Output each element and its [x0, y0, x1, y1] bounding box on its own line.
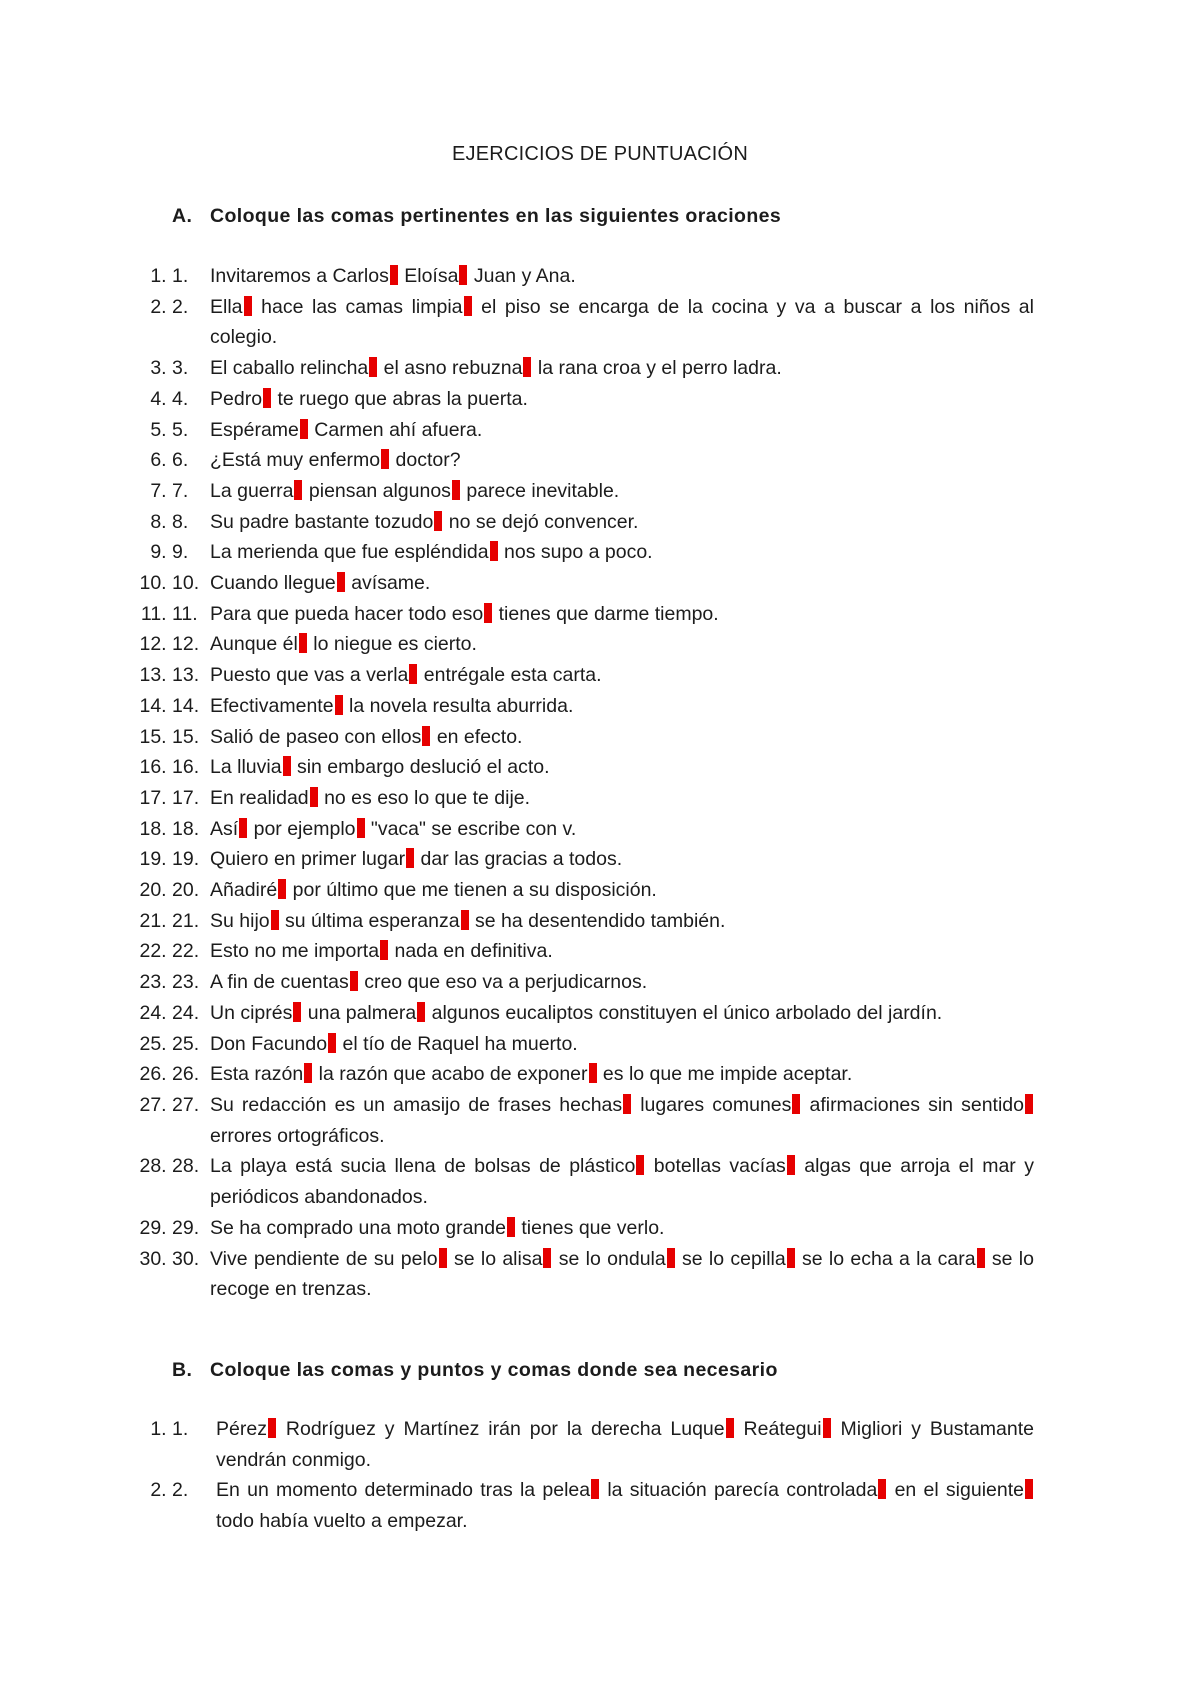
comma-marker [422, 726, 430, 746]
comma-marker [310, 787, 318, 807]
comma-marker [434, 511, 442, 531]
comma-marker [1025, 1479, 1033, 1499]
section-b-letter: B. [172, 1359, 193, 1381]
section-a-list [172, 261, 1034, 1305]
comma-marker [726, 1418, 734, 1438]
comma-marker [977, 1248, 985, 1268]
exercise-number: 27. 27. [172, 1093, 200, 1116]
exercise-number: 16. 16. [172, 756, 200, 779]
comma-marker [304, 1063, 312, 1083]
exercise-text: ¿Está muy enfermo doctor? [210, 449, 461, 472]
exercise-item [172, 1029, 1034, 1060]
exercise-item [172, 1059, 1034, 1090]
exercise-item [172, 629, 1034, 660]
exercise-item [172, 1151, 1034, 1212]
comma-marker [591, 1479, 599, 1499]
comma-marker [369, 357, 377, 377]
exercise-text: La playa está sucia llena de bolsas de plástico botellas vacías algas que arroja el mar y periódicos abandonados. [210, 1155, 1034, 1209]
exercise-item [172, 1244, 1034, 1305]
comma-marker [409, 664, 417, 684]
exercise-number: 4. 4. [172, 387, 189, 410]
exercise-text: Efectivamente la novela resulta aburrida. [210, 694, 574, 717]
comma-marker [523, 357, 531, 377]
exercise-number: 10. 10. [172, 572, 200, 595]
comma-marker [439, 1248, 447, 1268]
exercise-number: 7. 7. [172, 479, 189, 502]
exercise-item [172, 660, 1034, 691]
comma-marker [507, 1217, 515, 1237]
exercise-item [172, 1213, 1034, 1244]
exercise-text: Se ha comprado una moto grande tienes que verlo. [210, 1216, 665, 1239]
comma-marker [239, 818, 247, 838]
exercise-item [172, 599, 1034, 630]
section-b-list [172, 1414, 1034, 1537]
exercise-text: Añadiré por último que me tienen a su disposición. [210, 879, 657, 902]
exercise-text: La guerra piensan algunos parece inevitable. [210, 479, 620, 502]
exercise-item [172, 384, 1034, 415]
comma-marker [244, 296, 252, 316]
exercise-item [172, 691, 1034, 722]
exercise-number: 3. 3. [172, 357, 189, 380]
exercise-text: Puesto que vas a verla entrégale esta carta. [210, 664, 602, 687]
exercise-text: Un ciprés una palmera algunos eucaliptos constituyen el único arbolado del jardín. [210, 1001, 943, 1024]
exercise-text: La merienda que fue espléndida nos supo a poco. [210, 541, 653, 564]
exercise-text: Su hijo su última esperanza se ha desentendido también. [210, 909, 726, 932]
comma-marker [461, 910, 469, 930]
exercise-text: Ella hace las camas limpia el piso se encarga de la cocina y va a buscar a los niños al colegio. [210, 295, 1034, 349]
comma-marker [636, 1155, 644, 1175]
exercise-number: 30. 30. [172, 1247, 200, 1270]
exercise-item [172, 1414, 1034, 1475]
comma-marker [667, 1248, 675, 1268]
comma-marker [484, 603, 492, 623]
comma-marker [271, 910, 279, 930]
exercise-number: 21. 21. [172, 909, 200, 932]
exercise-number: 28. 28. [172, 1155, 200, 1178]
exercise-text: Quiero en primer lugar dar las gracias a todos. [210, 848, 623, 871]
comma-marker [459, 265, 467, 285]
exercise-text: Su redacción es un amasijo de frases hechas lugares comunes afirmaciones sin sentido errores ortográficos. [210, 1094, 1034, 1147]
exercise-number: 25. 25. [172, 1032, 200, 1055]
exercise-item [172, 507, 1034, 538]
exercise-item [172, 722, 1034, 753]
comma-marker [294, 480, 302, 500]
exercise-number: 11. 11. [172, 602, 198, 625]
comma-marker [490, 541, 498, 561]
comma-marker [299, 633, 307, 653]
exercise-number: 15. 15. [172, 725, 200, 748]
exercise-text: La lluvia sin embargo deslució el acto. [210, 756, 550, 779]
comma-marker [823, 1418, 831, 1438]
exercise-item [172, 415, 1034, 446]
exercise-number: 20. 20. [172, 879, 200, 902]
exercise-number: 24. 24. [172, 1001, 200, 1024]
exercise-item [172, 783, 1034, 814]
comma-marker [787, 1248, 795, 1268]
exercise-text: En realidad no es eso lo que te dije. [210, 786, 531, 809]
exercise-item [172, 844, 1034, 875]
exercise-text: Esto no me importa nada en definitiva. [210, 940, 553, 963]
comma-marker [381, 449, 389, 469]
comma-marker [417, 1002, 425, 1022]
exercise-number: 22. 22. [172, 940, 200, 963]
comma-marker [357, 818, 365, 838]
exercise-number: 6. 6. [172, 449, 189, 472]
exercise-item [172, 261, 1034, 292]
exercise-number: 29. 29. [172, 1216, 200, 1239]
comma-marker [300, 419, 308, 439]
exercise-number: 12. 12. [172, 633, 200, 656]
comma-marker [380, 940, 388, 960]
exercise-item [172, 1090, 1034, 1151]
exercise-number: 2. 2. [172, 1479, 189, 1502]
exercise-number: 1. 1. [172, 265, 189, 287]
exercise-text: Salió de paseo con ellos en efecto. [210, 725, 523, 748]
comma-marker [335, 695, 343, 715]
exercise-text: En un momento determinado tras la pelea la situación parecía controlada en el siguiente todo había vuelto a empezar. [216, 1479, 1034, 1532]
exercise-item [172, 445, 1034, 476]
comma-marker [337, 572, 345, 592]
comma-marker [878, 1479, 886, 1499]
comma-marker [452, 480, 460, 500]
exercise-text: Aunque él lo niegue es cierto. [210, 633, 477, 656]
exercise-number: 26. 26. [172, 1063, 200, 1086]
exercise-number: 23. 23. [172, 971, 200, 994]
exercise-text: Cuando llegue avísame. [210, 572, 431, 595]
page-title: EJERCICIOS DE PUNTUACIÓN [452, 143, 748, 165]
comma-marker [350, 971, 358, 991]
exercise-item [172, 1475, 1034, 1536]
comma-marker [268, 1418, 276, 1438]
exercise-item [172, 875, 1034, 906]
exercise-text: Don Facundo el tío de Raquel ha muerto. [210, 1032, 578, 1055]
exercise-number: 5. 5. [172, 418, 189, 441]
comma-marker [792, 1094, 800, 1114]
exercise-number: 17. 17. [172, 786, 200, 809]
exercise-number: 19. 19. [172, 848, 200, 871]
exercise-text: Espérame Carmen ahí afuera. [210, 418, 483, 441]
exercise-text: Invitaremos a Carlos Eloísa Juan y Ana. [210, 265, 576, 287]
exercise-text: A fin de cuentas creo que eso va a perjudicarnos. [210, 971, 648, 994]
exercise-text: Para que pueda hacer todo eso tienes que darme tiempo. [210, 602, 719, 625]
exercise-text: Pérez Rodríguez y Martínez irán por la derecha Luque Reátegui Migliori y Bustamante vendrán conmigo. [216, 1418, 1034, 1471]
comma-marker [328, 1033, 336, 1053]
exercise-item [172, 752, 1034, 783]
comma-marker [464, 296, 472, 316]
comma-marker [263, 388, 271, 408]
comma-marker [283, 756, 291, 776]
comma-marker [589, 1063, 597, 1083]
exercise-text: Pedro te ruego que abras la puerta. [210, 387, 528, 410]
comma-marker [278, 879, 286, 899]
comma-marker [390, 265, 398, 285]
exercise-number: 1. 1. [172, 1418, 189, 1440]
exercise-text: Vive pendiente de su pelo se lo alisa se lo ondula se lo cepilla se lo echa a la cara se lo recoge en trenzas. [210, 1247, 1034, 1301]
comma-marker [406, 848, 414, 868]
section-b-heading [172, 1359, 778, 1382]
exercise-number: 18. 18. [172, 817, 200, 840]
exercise-number: 8. 8. [172, 510, 189, 533]
comma-marker [543, 1248, 551, 1268]
exercise-number: 2. 2. [172, 295, 189, 318]
exercise-item [172, 353, 1034, 384]
exercise-item [172, 998, 1034, 1029]
comma-marker [1025, 1094, 1033, 1114]
exercise-text: El caballo relincha el asno rebuzna la rana croa y el perro ladra. [210, 357, 782, 380]
exercise-text: Su padre bastante tozudo no se dejó convencer. [210, 510, 639, 533]
section-a-heading [172, 205, 781, 228]
exercise-item [172, 967, 1034, 998]
exercise-item [172, 292, 1034, 353]
exercise-item [172, 906, 1034, 937]
comma-marker [623, 1094, 631, 1114]
exercise-item [172, 568, 1034, 599]
comma-marker [787, 1155, 795, 1175]
exercise-number: 14. 14. [172, 694, 200, 717]
exercise-text: Así por ejemplo "vaca" se escribe con v. [210, 817, 577, 840]
exercise-item [172, 537, 1034, 568]
exercise-text: Esta razón la razón que acabo de exponer es lo que me impide aceptar. [210, 1063, 853, 1086]
exercise-number: 9. 9. [172, 541, 189, 564]
exercise-item [172, 814, 1034, 845]
exercise-item [172, 476, 1034, 507]
exercise-number: 13. 13. [172, 664, 200, 687]
section-a-letter: A. [172, 205, 193, 227]
section-b-title: Coloque las comas y puntos y comas donde sea necesario [210, 1359, 778, 1381]
section-a-title: Coloque las comas pertinentes en las siguientes oraciones [210, 205, 782, 227]
comma-marker [293, 1002, 301, 1022]
exercise-item [172, 936, 1034, 967]
